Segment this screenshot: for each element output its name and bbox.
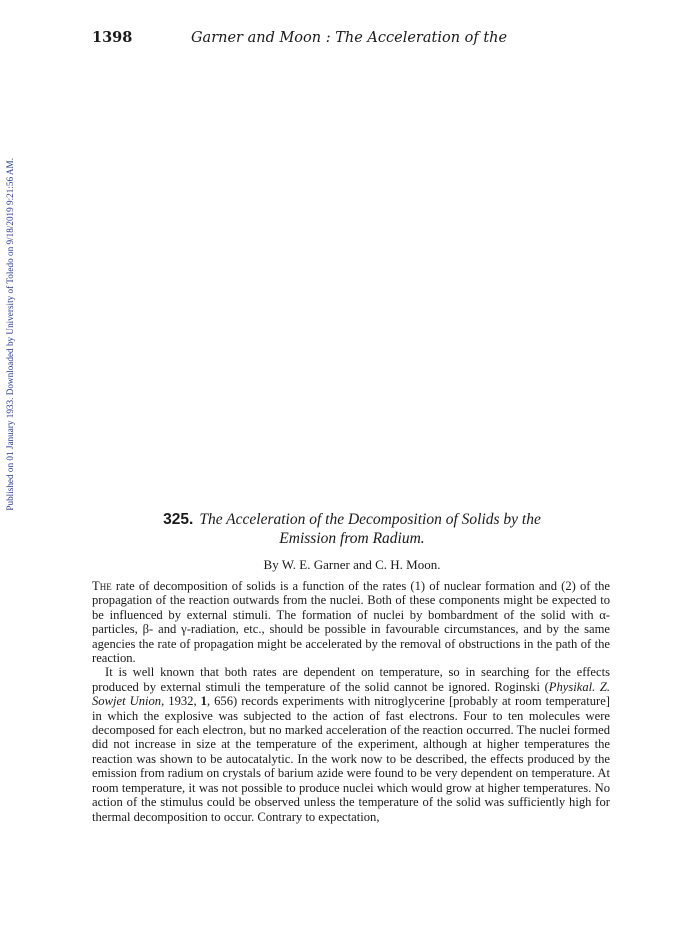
byline: By W. E. Garner and C. H. Moon. [263, 557, 441, 572]
text-run: rate of decomposition of solids is a function of the rates (1) of nuclear formation and (2) of the propagation of the reaction outwards from the nuclei. Both of these components might be expected to be influenced by external stimuli. The formation of nuclei by bombardment of the solid with α-particles, β- and γ-radiation, etc., should be possible in favourable circumstances, and by the same agencies the rate of propagation might be accelerated by the removal of obstructions in the path of the reaction. [92, 579, 610, 666]
article-title-line-1: The Acceleration of the Decomposition of Solids by the [199, 511, 541, 528]
running-head [92, 28, 612, 48]
download-watermark [3, 158, 17, 578]
watermark-text: Published on 01 January 1933. Downloaded by University of Toledo on 9/18/2019 9:21:56 AM. [5, 158, 15, 511]
article-title-line-2: Emission from Radium. [279, 530, 425, 547]
text-run: 1 [200, 694, 207, 709]
text-run: 1932, [164, 694, 201, 709]
article-title [92, 510, 612, 548]
article-body [92, 579, 610, 824]
text-run: The [92, 579, 112, 593]
paragraph [92, 665, 610, 823]
article-header [92, 510, 612, 574]
text-run: , 656) records experiments with nitroglycerine [probably at room temperature] in which the explosive was subjected to the action of fast electrons. Four to ten molecules were decomposed for each electron, but no marked acceleration of the reaction occurred. The nuclei formed did not increase in size at the temperature of the experiment, although at higher temperatures the reaction was shown to be autocatalytic. In the work now to be described, the effects produced by the emission from radium on crystals of barium azide were found to be very dependent on temperature. At room temperature, it was not possible to produce nuclei which would grow at higher temperatures. No action of the stimulus could be observed unless the temperature of the solid was sufficiently high for thermal decomposition to occur. Contrary to expectation, [92, 694, 610, 824]
text-run: It is well known that both rates are dependent on temperature, so in searching for the effects produced by external stimuli the temperature of the solid cannot be ignored. Roginski ( [92, 665, 610, 694]
running-head-title: Garner and Moon : The Acceleration of the [190, 30, 508, 46]
page-number: 1398 [92, 29, 133, 46]
paragraph [92, 579, 610, 665]
article-number: 325. [163, 511, 194, 528]
text-run: Physikal. Z. Sowjet Union, [92, 679, 610, 709]
